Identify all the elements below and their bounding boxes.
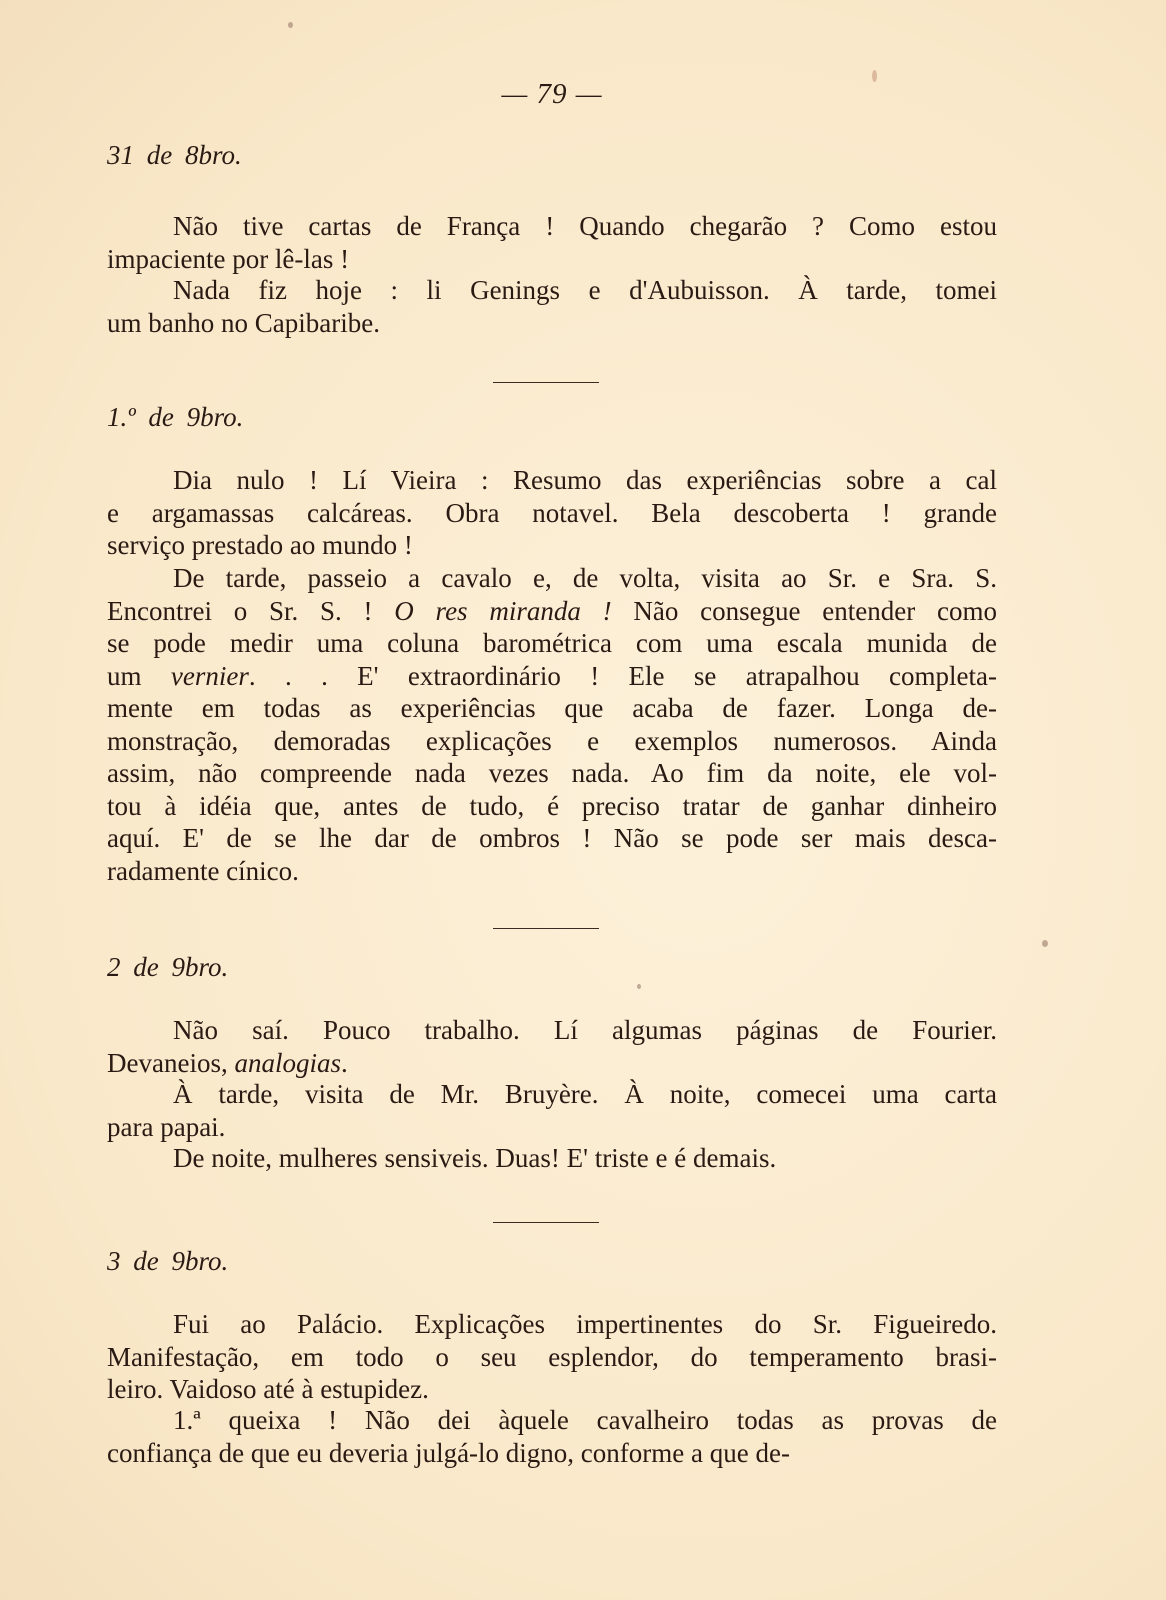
paragraph [107,1078,997,1143]
text-line: se pode medir uma coluna barométrica com uma escala munida de [107,628,997,658]
entry-date: 3 de 9bro. [107,1246,229,1276]
text-line: confiança de que eu deveria julgá-lo digno, conforme a que de- [107,1437,790,1468]
paragraph [107,210,997,275]
text-line: monstração, demoradas explicações e exemplos numerosos. Ainda [107,725,997,756]
text-line: De tarde, passeio a cavalo e, de volta, visita ao Sr. e Sra. S. [173,563,997,593]
text-line: mente em todas as experiências que acaba de fazer. Longa de- [107,693,997,723]
text-line: À tarde, visita de Mr. Bruyère. À noite, comecei uma carta [173,1079,997,1109]
text-line: De noite, mulheres sensiveis. Duas! E' triste e é demais. [173,1143,777,1173]
paragraph [107,274,997,339]
text-line: um vernier. . . E' extraordinário ! Ele se atrapalhou completa- [107,660,997,691]
scan-speck [872,70,877,82]
paragraph [107,464,997,562]
text-line: impaciente por lê-las ! [107,243,350,274]
scan-speck [1042,940,1048,947]
text-line: serviço prestado ao mundo ! [107,530,413,560]
text-line: radamente cínico. [107,855,299,886]
italic-text: analogias [234,1047,341,1078]
text-line: Dia nulo ! Lí Vieira : Resumo das experiências sobre a cal [173,465,997,495]
text-line: assim, não compreende nada vezes nada. Ao fim da noite, ele vol- [107,758,997,788]
text-line: aquí. E' de se lhe dar de ombros ! Não se pode ser mais desca- [107,823,997,853]
text-line: Manifestação, em todo o seu esplendor, do temperamento brasi- [107,1341,997,1372]
text-line: e argamassas calcáreas. Obra notavel. Bela descoberta ! grande [107,497,997,528]
text-line: leiro. Vaidoso até à estupidez. [107,1374,429,1404]
paragraph [107,1014,997,1079]
text-line: tou à idéia que, antes de tudo, é preciso tratar de ganhar dinheiro [107,790,997,821]
text-line: Não saí. Pouco trabalho. Lí algumas páginas de Fourier. [173,1015,997,1045]
text-line: Devaneios, analogias. [107,1047,348,1078]
italic-text: O res miranda ! [394,595,612,626]
entry-date: 2 de 9bro. [107,952,229,982]
section-divider [493,1222,599,1223]
text-line: Fui ao Palácio. Explicações impertinentes do Sr. Figueiredo. [173,1309,997,1339]
text-line: um banho no Capibaribe. [107,307,380,338]
scan-speck [637,984,641,989]
paragraph [107,1142,997,1175]
text-line: Não tive cartas de França ! Quando chegarão ? Como estou [173,211,997,241]
text-line: para papai. [107,1111,226,1142]
italic-text: vernier [170,660,249,691]
paragraph [107,562,997,887]
text-line: Encontrei o Sr. S. ! O res miranda ! Não consegue entender como [107,595,997,626]
paragraph [107,1308,997,1406]
scan-speck [288,22,293,28]
paragraph [107,1404,997,1469]
text-line: 1.ª queixa ! Não dei àquele cavalheiro todas as provas de [173,1405,997,1435]
page-number: — 79 — [501,78,603,110]
section-divider [493,928,599,929]
text-line: Nada fiz hoje : li Genings e d'Aubuisson. À tarde, tomei [173,275,997,305]
entry-date: 31 de 8bro. [107,140,242,170]
section-divider [493,382,599,383]
entry-date: 1.º de 9bro. [107,402,244,432]
